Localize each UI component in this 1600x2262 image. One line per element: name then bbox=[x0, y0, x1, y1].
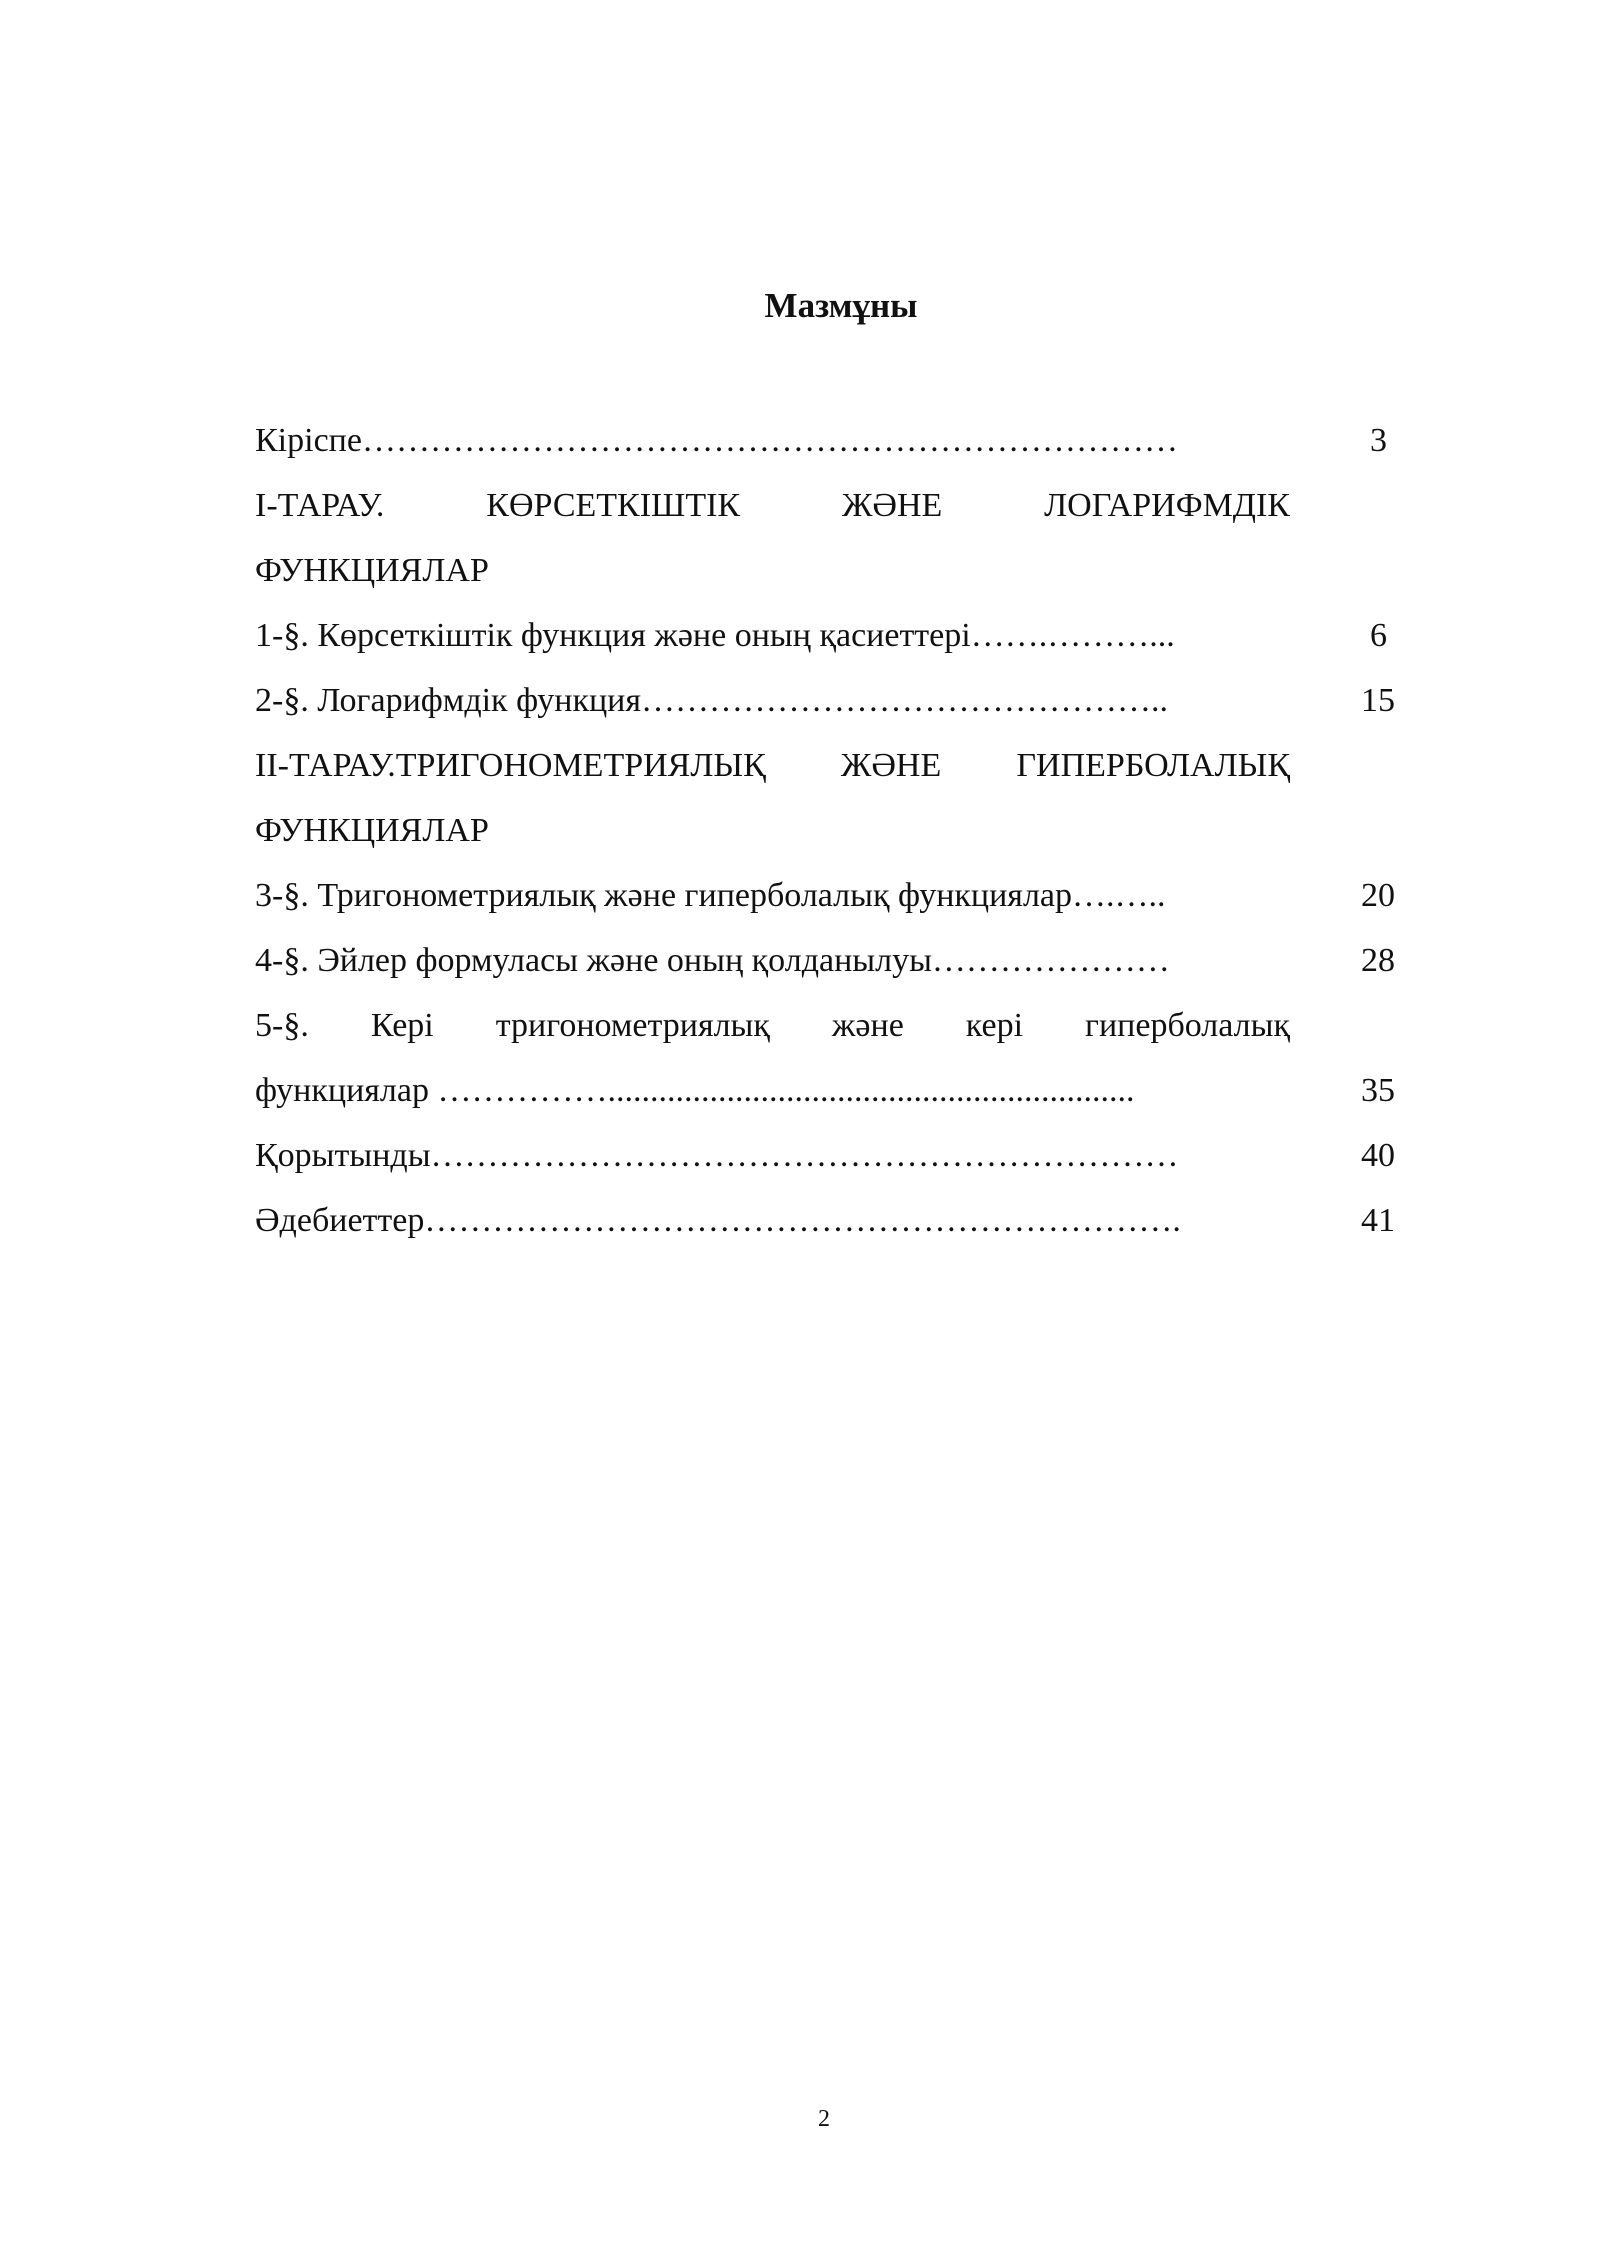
toc-entry-text: 2-§. Логарифмдік функция……………………………………….. bbox=[255, 682, 1169, 719]
toc-entry-text: І-ТАРАУ. КӨРСЕТКІШТІК ЖӘНЕ ЛОГАРИФМДІК bbox=[255, 487, 1290, 524]
toc-page-number: 3 bbox=[1370, 422, 1387, 459]
toc-entry-text: 4-§. Эйлер формуласы және оның қолданылуы………………… bbox=[255, 942, 1170, 979]
toc-entry-section-4 bbox=[255, 928, 1395, 993]
toc-entry-text: ІІ-ТАРАУ.ТРИГОНОМЕТРИЯЛЫҚ ЖӘНЕ ГИПЕРБОЛАЛЫҚ bbox=[255, 747, 1290, 784]
toc-page-number: 40 bbox=[1361, 1137, 1395, 1174]
toc-page-number: 35 bbox=[1361, 1072, 1395, 1109]
toc-entry-text: Әдебиеттер…………………………………………………………. bbox=[255, 1202, 1181, 1239]
toc-entry-section-5 bbox=[255, 993, 1395, 1058]
toc-entry-text: Қорытынды………………………………………………………… bbox=[255, 1137, 1179, 1174]
toc-entry-text: функциялар …………….............................................................. bbox=[255, 1072, 1135, 1109]
toc-page-number: 41 bbox=[1361, 1202, 1395, 1239]
toc-entry-text: Кіріспе……………………………………………………………… bbox=[255, 422, 1178, 459]
page-title: Мазмұны bbox=[764, 286, 918, 325]
toc-entry-section-5-cont bbox=[255, 1058, 1395, 1123]
toc-entry-text: ФУНКЦИЯЛАР bbox=[255, 812, 489, 849]
toc-entry-section-2 bbox=[255, 668, 1395, 733]
toc-chapter-1-heading bbox=[255, 473, 1395, 538]
toc-chapter-2-heading-cont bbox=[255, 798, 1395, 863]
toc-entry-references bbox=[255, 1188, 1395, 1253]
toc-chapter-1-heading-cont bbox=[255, 538, 1395, 603]
toc-page-number: 15 bbox=[1361, 682, 1395, 719]
table-of-contents bbox=[255, 408, 1395, 1253]
toc-entry-section-1 bbox=[255, 603, 1395, 668]
toc-entry-section-3 bbox=[255, 863, 1395, 928]
footer-page-number: 2 bbox=[818, 2106, 830, 2132]
toc-entry-text: 3-§. Тригонометриялық және гиперболалық функциялар….….. bbox=[255, 877, 1166, 914]
toc-entry-introduction bbox=[255, 408, 1395, 473]
toc-entry-text: ФУНКЦИЯЛАР bbox=[255, 552, 489, 589]
toc-page-number: 28 bbox=[1361, 942, 1395, 979]
toc-page-number: 6 bbox=[1370, 617, 1387, 654]
toc-entry-conclusion bbox=[255, 1123, 1395, 1188]
toc-chapter-2-heading bbox=[255, 733, 1395, 798]
toc-page-number: 20 bbox=[1361, 877, 1395, 914]
toc-entry-text: 1-§. Көрсеткіштік функция және оның қасиеттері…….………... bbox=[255, 617, 1175, 654]
toc-entry-text: 5-§. Кері тригонометриялық және кері гиперболалық bbox=[255, 1007, 1290, 1044]
